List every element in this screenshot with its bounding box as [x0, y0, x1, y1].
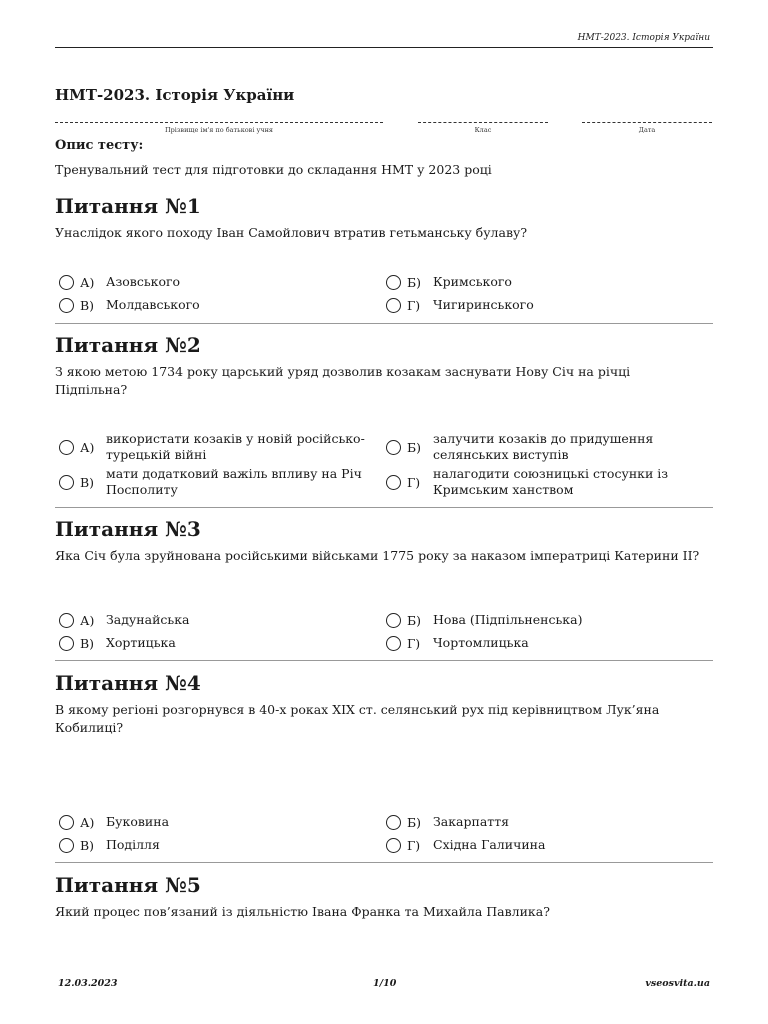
option-a[interactable]	[59, 274, 180, 290]
radio-icon[interactable]	[386, 298, 401, 313]
radio-icon[interactable]	[386, 636, 401, 651]
name-caption: Прізвище ім'я по батькові учня	[164, 126, 274, 134]
radio-icon[interactable]	[59, 440, 74, 455]
class-caption: Клас	[474, 126, 492, 134]
option-text: Азовського	[106, 274, 181, 289]
radio-icon[interactable]	[59, 838, 74, 853]
option-letter: А)	[80, 814, 95, 830]
radio-icon[interactable]	[59, 275, 74, 290]
radio-icon[interactable]	[386, 475, 401, 490]
option-text: налагодити союзницькі стосунки із Кримським ханством	[433, 466, 669, 497]
question-title: Питання №1	[55, 194, 201, 218]
option-letter: А)	[80, 439, 95, 455]
question-text: Яка Січ була зруйнована російськими військами 1775 року за наказом імператриці Катерини II?	[55, 548, 700, 563]
description-label: Опис тесту:	[55, 138, 144, 153]
option-letter: В)	[80, 474, 95, 490]
option-b[interactable]	[386, 431, 706, 463]
footer-date: 12.03.2023	[58, 978, 118, 989]
option-text: Хортицька	[106, 635, 176, 650]
option-text: Чортомлицька	[433, 635, 529, 650]
question-3	[55, 517, 713, 565]
document-title: НМТ-2023. Історія України	[55, 86, 295, 104]
option-text: Поділля	[106, 837, 160, 852]
option-text: мати додатковий важіль впливу на Річ Посполиту	[106, 466, 362, 497]
question-1	[55, 194, 713, 242]
question-4	[55, 671, 713, 737]
date-line	[582, 122, 712, 123]
option-a[interactable]	[59, 814, 169, 830]
description-text: Тренувальний тест для підготовки до складання НМТ у 2023 році	[55, 162, 492, 177]
option-d[interactable]	[386, 466, 706, 498]
option-letter: В)	[80, 837, 95, 853]
option-d[interactable]	[386, 635, 529, 651]
option-letter: Б)	[407, 439, 422, 455]
divider	[55, 862, 713, 863]
option-text: Закарпаття	[433, 814, 510, 829]
option-c[interactable]	[59, 635, 176, 651]
running-head: НМТ-2023. Історія України	[577, 33, 710, 43]
option-c[interactable]	[59, 297, 200, 313]
radio-icon[interactable]	[59, 298, 74, 313]
question-title: Питання №2	[55, 333, 201, 357]
option-letter: Б)	[407, 274, 422, 290]
radio-icon[interactable]	[386, 275, 401, 290]
name-field[interactable]	[55, 114, 383, 138]
option-a[interactable]	[59, 431, 379, 463]
date-caption: Дата	[638, 126, 656, 134]
option-letter: Г)	[407, 635, 421, 651]
option-d[interactable]	[386, 837, 545, 853]
option-d[interactable]	[386, 297, 534, 313]
footer-page-number: 1/10	[373, 978, 397, 989]
option-text: залучити козаків до придушення селянських виступів	[433, 431, 654, 462]
name-line	[55, 122, 383, 123]
option-text: Буковина	[106, 814, 170, 829]
question-text: Унаслідок якого походу Іван Самойлович втратив гетьманську булаву?	[55, 225, 528, 240]
question-title: Питання №3	[55, 517, 201, 541]
radio-icon[interactable]	[59, 636, 74, 651]
radio-icon[interactable]	[59, 475, 74, 490]
option-letter: А)	[80, 274, 95, 290]
option-letter: В)	[80, 635, 95, 651]
option-letter: Б)	[407, 814, 422, 830]
option-text: Кримського	[433, 274, 512, 289]
divider	[55, 660, 713, 661]
option-b[interactable]	[386, 274, 512, 290]
footer-site-link[interactable]: vseosvita.ua	[645, 978, 710, 989]
option-letter: В)	[80, 297, 95, 313]
question-text: З якою метою 1734 року царський уряд дозволив козакам заснувати Нову Січ на річці Підпільна?	[55, 364, 631, 397]
class-field[interactable]	[418, 114, 548, 138]
option-b[interactable]	[386, 814, 509, 830]
question-title: Питання №4	[55, 671, 201, 695]
option-letter: Б)	[407, 612, 422, 628]
option-c[interactable]	[59, 466, 379, 498]
radio-icon[interactable]	[59, 815, 74, 830]
divider	[55, 507, 713, 508]
question-text: В якому регіоні розгорнувся в 40-х роках XIX ст. селянський рух під керівництвом Лук’яна Кобилиці?	[55, 702, 660, 735]
question-title: Питання №5	[55, 873, 201, 897]
radio-icon[interactable]	[386, 838, 401, 853]
option-text: Задунайська	[106, 612, 190, 627]
radio-icon[interactable]	[386, 815, 401, 830]
option-letter: А)	[80, 612, 95, 628]
divider	[55, 323, 713, 324]
class-line	[418, 122, 548, 123]
option-text: використати козаків у новій російсько-турецькій війні	[106, 431, 365, 462]
option-a[interactable]	[59, 612, 189, 628]
option-letter: Г)	[407, 474, 421, 490]
question-5	[55, 873, 713, 921]
header-rule	[55, 47, 713, 48]
question-2	[55, 333, 713, 399]
option-text: Чигиринського	[433, 297, 534, 312]
option-letter: Г)	[407, 837, 421, 853]
option-text: Молдавського	[106, 297, 200, 312]
question-text: Який процес пов’язаний із діяльністю Івана Франка та Михайла Павлика?	[55, 904, 550, 919]
option-text: Східна Галичина	[433, 837, 546, 852]
radio-icon[interactable]	[59, 613, 74, 628]
option-letter: Г)	[407, 297, 421, 313]
option-text: Нова (Підпільненська)	[433, 612, 583, 627]
option-b[interactable]	[386, 612, 582, 628]
radio-icon[interactable]	[386, 440, 401, 455]
date-field[interactable]	[582, 114, 712, 138]
option-c[interactable]	[59, 837, 160, 853]
radio-icon[interactable]	[386, 613, 401, 628]
